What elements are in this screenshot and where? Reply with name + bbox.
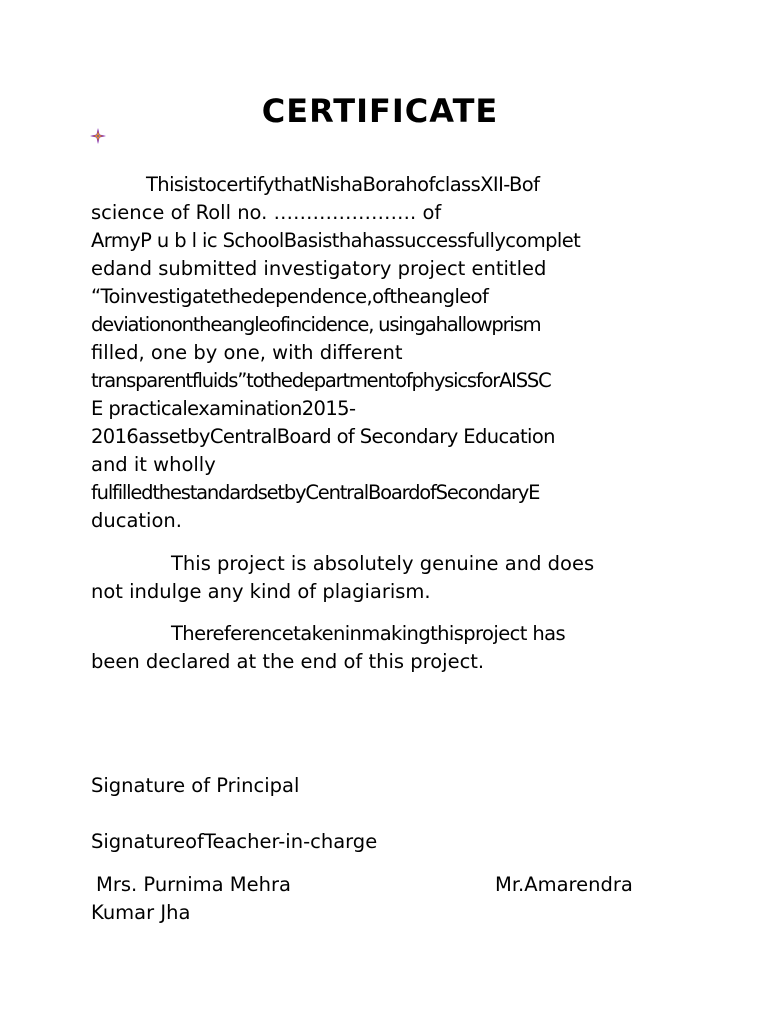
paragraph1-line: and it wholly [91,453,216,476]
principal-name: Mrs. Purnima Mehra [96,873,291,896]
paragraph1-line: deviationontheangleofincidence, usingahallowprism [91,313,541,336]
paragraph3-line: Thereferencetakeninmakingthisproject has [171,622,566,645]
paragraph1-line: filled, one by one, with different [91,341,403,364]
paragraph3-line: been declared at the end of this project. [91,650,485,673]
paragraph1-line: transparentfluids”tothedepartmentofphysicsforAISSC [91,369,551,392]
teacher-name-first: Mr.Amarendra [495,873,633,896]
paragraph1-line: ducation. [91,509,182,532]
paragraph1-line: ThisistocertifythatNishaBorahofclassXII-Bof [146,173,540,196]
paragraph1-line: E practicalexamination2015- [91,397,356,420]
paragraph2-line: This project is absolutely genuine and does [171,552,595,575]
paragraph1-line: edand submitted investigatory project entitled [91,257,547,280]
paragraph1-line: 2016assetbyCentralBoard of Secondary Education [91,425,555,448]
paragraph1-line: fulfilledthestandardsetbyCentralBoardofSecondaryE [91,481,540,504]
four-point-star-bullet-icon [90,128,106,144]
principal-signature-label: Signature of Principal [91,774,300,797]
paragraph1-line: ArmyP u b l ic SchoolBasisthahassuccessfullycomplet [91,229,581,252]
paragraph2-line: not indulge any kind of plagiarism. [91,580,431,603]
paragraph1-line: “Toinvestigatethedependence,oftheangleof [91,285,489,308]
certificate-title: CERTIFICATE [261,92,499,130]
teacher-signature-label: SignatureofTeacher-in-charge [91,830,378,853]
teacher-name-last: Kumar Jha [91,901,191,924]
paragraph1-line: science of Roll no. …………………. of [91,201,442,224]
